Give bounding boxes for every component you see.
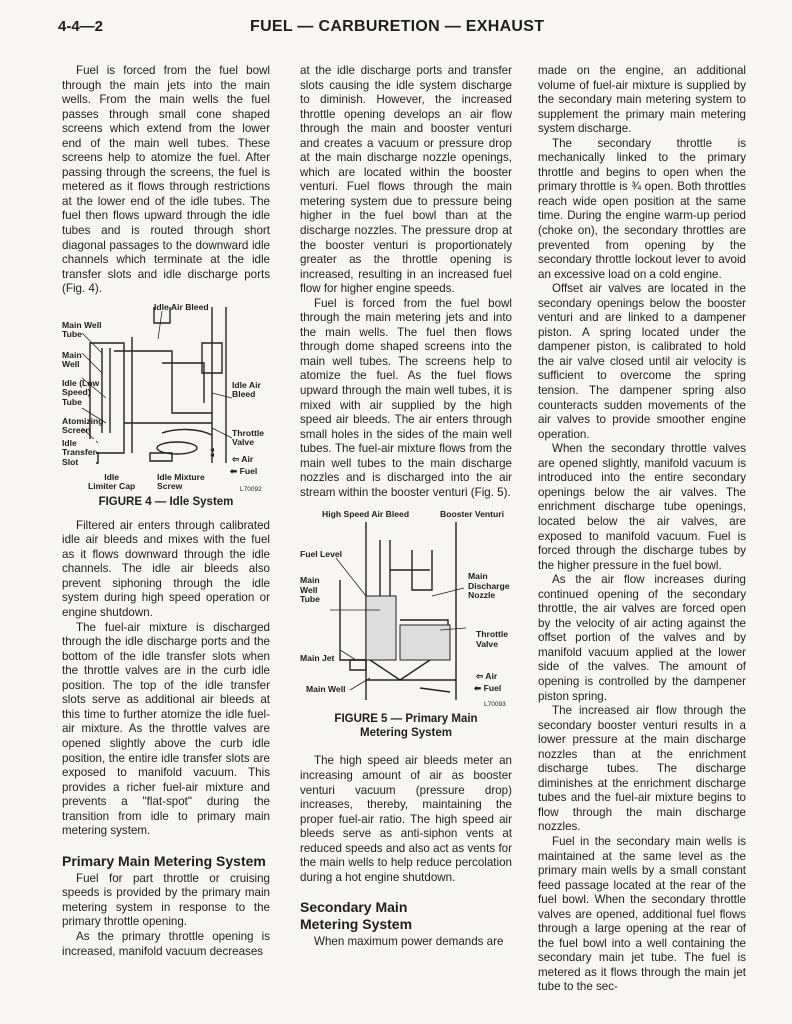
label-idle-low-speed-tube: Idle (Low Speed) Tube bbox=[62, 377, 100, 407]
section-heading-primary-main-metering: Primary Main Metering System bbox=[62, 852, 266, 869]
figure-4 bbox=[62, 303, 270, 473]
legend-fuel: ⬅ Fuel bbox=[230, 465, 258, 476]
label-idle-mixture-screw: Idle Mixture Screw bbox=[157, 471, 205, 492]
figure-5 bbox=[300, 510, 512, 710]
label-idle-air-bleed-top: Idle Air Bleed bbox=[154, 301, 209, 312]
paragraph: As the primary throttle opening is increased, manifold vacuum decreases bbox=[62, 929, 270, 958]
paragraph: Fuel for part throttle or cruising speeds is provided by the primary main metering system in response to the primary throttle opening. bbox=[62, 871, 270, 929]
paragraph: Fuel is forced from the fuel bowl through the main jets into the main wells. From the main wells the fuel passes through small cone shaped screens which extend from the lower end of the main well tubes. These screens help to atomize the fuel. After passing through the screens, the fuel is metered as it flows through restrictions at the lower end of the idle tubes. The fuel then flows upward through the idle tubes and is routed through short diagonal passages to the downward idle channels which terminate at the idle transfer slots and idle discharge ports (Fig. 4). bbox=[62, 64, 270, 296]
section-heading-secondary-main-metering: Secondary Main Metering System bbox=[300, 899, 413, 933]
label-main-discharge-nozzle: Main Discharge Nozzle bbox=[468, 571, 510, 601]
label-booster-venturi: Booster Venturi bbox=[440, 509, 504, 520]
column-2 bbox=[300, 64, 512, 950]
legend-air: ⇦ Air bbox=[232, 453, 254, 464]
paragraph: Filtered air enters through calibrated idle air bleeds and mixes with the fuel as it flows downward through the idle channels. The idle air bleeds also prevent siphoning through the idle system during high speed operation or engine shutdown. bbox=[62, 518, 270, 620]
paragraph: at the idle discharge ports and transfer slots causing the idle system discharge to diminish. However, the increased throttle opening develops an air flow through the main and booster venturi and creates a vacuum or pressure drop at the main discharge nozzle openings, which are located within the booster venturi. Fuel flows through the main metering system due to pressure being higher in the fuel bowl than at the discharge nozzles. The pressure drop at the booster venturi is proportionately greater as the throttle opening is increased, resulting in an increased fuel flow for higher engine speeds. bbox=[300, 64, 512, 296]
label-main-well-tube: Main Well Tube bbox=[300, 575, 320, 605]
paragraph: The high speed air bleeds meter an increasing amount of air as booster venturi vacuum (pressure drop) increases, thereby, maintaining the proper fuel-air ratio. The high speed air bleeds serve as anti-siphon vents at reduced speeds and also act as vents for the main wells to help reduce percolation during a hot engine shutdown. bbox=[300, 754, 512, 884]
label-main-well: Main Well bbox=[62, 349, 82, 370]
label-throttle-valve: Throttle Valve bbox=[232, 427, 264, 448]
paragraph: When maximum power demands are bbox=[314, 935, 504, 949]
figure-5-caption: FIGURE 5 — Primary Main Metering System bbox=[334, 713, 478, 740]
label-throttle-valve: Throttle Valve bbox=[476, 629, 508, 649]
paragraph: The increased air flow through the secondary booster venturi results in a lower pressure at the main discharge nozzles than at the enrichment discharge tubes. The discharge diminishes at the enrichment discharge tubes and the fuel-air mixture begins to flow through the main discharge nozzles. bbox=[538, 704, 746, 834]
legend-air: ⇦ Air bbox=[476, 671, 498, 682]
figure-code: L70093 bbox=[484, 701, 506, 709]
figure-code: L70092 bbox=[240, 485, 262, 493]
paragraph: Offset air valves are located in the secondary openings below the booster venturi and are linked to a dampener piston. A spring located under the dampener piston, is calibrated to hold the air valve closed until air velocity is sufficient to overcome the spring tension. The dampener spring also counteracts sudden movements of the air valves to provide smoother engine operation. bbox=[538, 282, 746, 441]
label-idle-transfer-slot: Idle Transfer Slot bbox=[62, 437, 96, 467]
paragraph: The fuel-air mixture is discharged through the idle discharge ports and the bottom of the idle transfer slots when the throttle valves are in the curb idle position. The top of the idle transfer slots serve as additional air bleeds at this time to further atomize the idle fuel-air mixture. As the throttle valves are opened slightly above the curb idle position, the entire idle transfer slots are exposed to manifold vacuum. This provides a richer fuel-air mixture and prevents a "flat-spot" during the transition from idle to primary main metering system. bbox=[62, 620, 270, 838]
label-idle-limiter-cap: Idle Limiter Cap bbox=[88, 471, 136, 492]
label-main-well: Main Well bbox=[306, 684, 346, 695]
label-atomizing-screen: Atomizing Screen bbox=[62, 415, 104, 436]
figure-4-footer bbox=[62, 453, 270, 509]
paragraph: As the air flow increases during continued opening of the secondary throttle, the air valves are forced open by the velocity of air acting against the offset portion of the valves and by manifold vacuum applied at the lower side of the valves. The amount of opening is controlled by the dampener piston spring. bbox=[538, 573, 746, 703]
page-title: FUEL — CARBURETION — EXHAUST bbox=[250, 18, 545, 35]
label-high-speed-air-bleed: High Speed Air Bleed bbox=[322, 509, 410, 520]
label-main-well-tube: Main Well Tube bbox=[62, 319, 102, 340]
column-3 bbox=[538, 64, 746, 995]
paragraph: made on the engine, an additional volume of fuel-air mixture is supplied by the secondary main metering system to supplement the primary main metering system discharge. bbox=[538, 64, 746, 136]
label-main-jet: Main Jet bbox=[300, 653, 335, 664]
column-1 bbox=[62, 64, 270, 959]
figure-4-caption: FIGURE 4 — Idle System bbox=[98, 495, 234, 508]
paragraph: When the secondary throttle valves are opened slightly, manifold vacuum is introduced into the entire secondary openings below the air valves. The enrichment discharge tube openings, located below the air valves, are exposed to manifold vacuum. Fuel is forced through the discharge tubes by the higher pressure in the fuel bowl. bbox=[538, 442, 746, 572]
label-fuel-level: Fuel Level bbox=[300, 549, 343, 560]
paragraph: The secondary throttle is mechanically linked to the primary throttle and begins to open when the primary throttle is ¾ open. Both throttles reach wide open position at the same time. During the engine warm-up period (choke on), the secondary throttles are prevented from opening by the secondary throttle lockout lever to avoid an excessive load on a cold engine. bbox=[538, 136, 746, 281]
label-idle-air-bleed-right: Idle Air Bleed bbox=[232, 379, 261, 400]
paragraph: Fuel is forced from the fuel bowl through the main metering jets and into the main wells. The fuel then flows through dome shaped screens into the main well tubes. The screens help to atomize the fuel. As the fuel flows upward through the main well tubes, it is mixed with air supplied by the high speed air bleeds. The air enters through small holes in the sides of the main well tubes. The fuel-air mixture flows from the main well tubes to the main discharge nozzles and is discharged into the air stream within the booster venturi (Fig. 5). bbox=[300, 296, 512, 499]
page-number: 4-4—2 bbox=[58, 18, 104, 35]
paragraph: Fuel in the secondary main wells is maintained at the same level as the primary main wells by a small constant feed passage located at the rear of the fuel bowl. When the secondary throttle valves are opened, additional fuel flows through a large opening at the rear of the fuel bowl into a well containing the secondary main jet tube. The fuel is metered as it flows through the main jet tube to the sec- bbox=[538, 834, 746, 994]
legend-fuel: ⬅ Fuel bbox=[474, 683, 502, 694]
